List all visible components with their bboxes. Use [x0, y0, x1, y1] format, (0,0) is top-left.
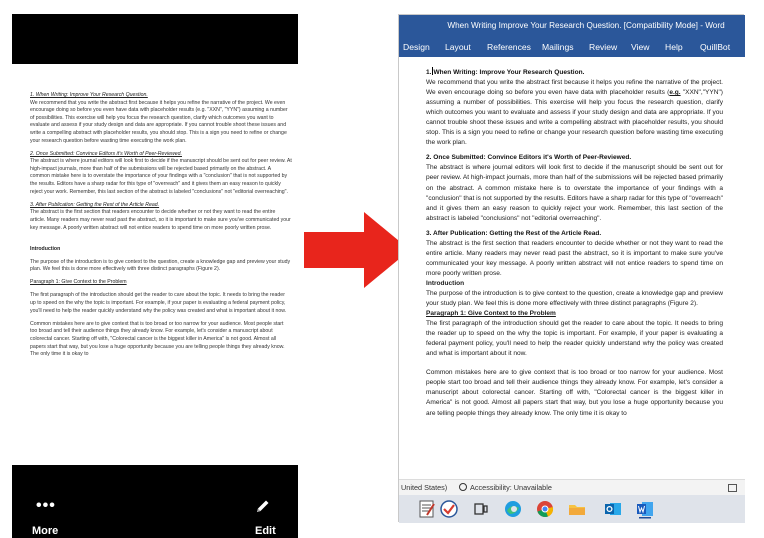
section-2-body: The abstract is where journal editors will look first to decide if the manuscript should be sent out for peer review. At high-impact journals, more than half of the submissions will be rejected based primarily on the abstract. A common mistake here is to overstate the importance of your findings with a "conclusion" that is not supported by the results. Editors have a sharp radar for this type of "overreach" and it gives them an easy reason to quickly reject your work. Remember, this last section of the abstract is labeled "conclusions" not "editorial overreaching".	[426, 164, 723, 222]
phone-section-3-body: The abstract is the first section that readers encounter to decide whether or not they want to read the entire article. Many readers may never read past the abstract, so it is important to make sure you've communicated your key message. A poorly written abstract will not entice readers to spend time on more poorly written prose.	[30, 209, 291, 231]
word-title-bar	[399, 15, 745, 37]
tab-help[interactable]: Help	[665, 42, 683, 52]
phone-status-area	[12, 14, 298, 64]
checklist-icon[interactable]	[439, 499, 459, 519]
right-arrow-icon	[302, 210, 412, 290]
intro-body: The purpose of the introduction is to give context to the question, create a knowledge gap and preview your study plan. We feel this is done more effectively with three distinct paragraphs (Figure 2).	[426, 289, 723, 308]
notepad-icon[interactable]	[417, 499, 437, 519]
word-window	[398, 14, 744, 522]
window-title: When Writing Improve Your Research Question. [Compatibility Mode] - Word	[447, 21, 725, 30]
section-3-heading: 3. After Publication: Getting the Rest of the Article Read.	[426, 229, 602, 237]
phone-section-2-body: The abstract is where journal editors will look first to decide if the manuscript should be sent out for peer review. At high-impact journals, more than half of the submissions will be rejected based primarily on the abstract. A common mistake here is to overstate the importance of your findings with a "conclusion" that is not supported by the results. Editors have a sharp radar for this type of "overreach" and it gives them an easy reason to quickly reject your work. Remember, this last section of the abstract is labeled "conclusions" not "editorial overreaching".	[30, 158, 292, 195]
phone-section-1-body: We recommend that you write the abstract first because it helps you refine the narrative of the project. We even encourage doing so before you even have data with placeholder results (e.g. "XXN", "YYN") assuming a number of possibilities. This exercise will help you focus the research question, clarify which outcomes you want to evaluate and assess if your study design and data are appropriate. If you cannot trouble shoot these issues and write a compelling abstract with placeholder results, you should stop. This is a sign you need to refine or change your research question before wasting time executing the work plan.	[30, 99, 288, 144]
edge-icon[interactable]	[503, 499, 523, 519]
phone-action-bar	[12, 465, 298, 538]
status-accessibility[interactable]: Accessibility: Unavailable	[459, 480, 552, 496]
tab-mailings[interactable]: Mailings	[542, 42, 574, 52]
read-mode-icon[interactable]	[728, 484, 737, 492]
tab-design[interactable]: Design	[403, 42, 430, 52]
file-explorer-icon[interactable]	[567, 499, 587, 519]
phone-section-2-heading: 2. Once Submitted: Convince Editors it's Worth of Peer-Reviewed.	[30, 150, 182, 157]
word-icon[interactable]	[635, 499, 655, 519]
more-button[interactable]: More	[32, 525, 59, 537]
phone-document-preview	[30, 92, 292, 452]
ribbon-tabs	[399, 37, 745, 57]
para1-heading: Paragraph 1: Give Context to the Problem	[426, 310, 556, 318]
phone-intro-heading: Introduction	[30, 245, 61, 252]
task-view-icon[interactable]	[471, 499, 491, 519]
mistakes-body: Common mistakes here are to give context that is too broad or too narrow for your audience. Most people start too broad and tell their audience things they already know. For example, let's consider a manuscript about colorectal cancer. Starting off with, "Colorectal cancer is the biggest killer in America" is not good. Almost all papers start that way, but you lose a huge opportunity because you are telling people things they already know. The only time it is okay to	[426, 369, 723, 417]
windows-taskbar	[399, 495, 745, 523]
tab-review[interactable]: Review	[589, 42, 618, 52]
phone-mistakes-body: Common mistakes here are to give context that is too broad or too narrow for your audience. Most people start too broad and tell their audience things they already know. For example, let's consider a manuscript about colorectal cancer. Starting off with, "Colorectal cancer is the biggest killer in America" is not good. Almost all papers start that way, but you lose a huge opportunity because you are telling people things they already know. The only time it is okay to	[30, 320, 285, 358]
phone-intro-body: The purpose of the introduction is to give context to the question, create a knowledge gap and preview your study plan. We feel this is done more effectively with three distinct paragraphs (Figure 2).	[30, 258, 291, 273]
tab-view[interactable]: View	[631, 42, 650, 52]
tab-quillbot[interactable]: QuillBot	[700, 42, 731, 52]
para1-body: The first paragraph of the introduction should get the reader to care about the topic. It needs to bring the reader up to speed on the why the topic is important. For example, if your paper is evaluating a federal payment policy, you'll need to help the reader quickly understand why the policy was created and what is important about it now.	[426, 320, 723, 358]
chrome-icon[interactable]	[535, 499, 555, 519]
intro-heading: Introduction	[426, 279, 465, 287]
phone-para1-body: The first paragraph of the introduction should get the reader to care about the topic. It needs to bring the reader up to speed on the why the topic is important. For example, if your paper is evaluating a federal payment policy, you'll need to help the reader quickly understand why the policy was created and what is important about it now.	[30, 292, 287, 314]
section-1-body-b: "XXN","YYN") assuming a number of possibilities. This exercise will help you focus the research question, clarify which outcomes you want to evaluate and assess if your study design and data are appropriate. If you cannot trouble shoot these issues and write a compelling abstract with placeholder results, you should stop. This is a sign you need to refine or change your research question before wasting time executing the work plan.	[426, 89, 723, 147]
section-1-heading: 1. When Writing: Improve Your Research Question.	[426, 69, 585, 76]
edit-button[interactable]: Edit	[255, 525, 276, 537]
document-body[interactable]	[426, 67, 723, 475]
section-1-eg: e.g.	[669, 89, 681, 97]
phone-section-1-heading: 1. When Writing: Improve Your Research Question.	[30, 92, 148, 98]
tab-layout[interactable]: Layout	[445, 42, 471, 52]
status-bar	[399, 479, 745, 495]
accessibility-icon	[459, 483, 467, 491]
section-3-body: The abstract is the first section that readers encounter to decide whether or not they want to read the entire article. Many readers may never read past the abstract, so it is important to make sure you've communicated your key message. A poorly written abstract will not entice readers to spend time on more poorly written prose.	[426, 239, 723, 277]
section-1-body-a: We recommend that you write the abstract first because it helps you refine the narrative of the project. We even encourage doing so before you even have data with placeholder results (	[426, 79, 723, 97]
outlook-icon[interactable]	[603, 499, 623, 519]
more-icon[interactable]: •••	[36, 497, 56, 514]
section-2-heading: 2. Once Submitted: Convince Editors it's Worth of Peer-Reviewed.	[426, 154, 632, 162]
pencil-icon[interactable]	[255, 498, 271, 514]
phone-section-3-heading: 3. After Publication: Getting the Rest of the Article Read.	[30, 201, 160, 208]
tab-references[interactable]: References	[487, 42, 531, 52]
phone-para1-heading: Paragraph 1: Give Context to the Problem	[30, 279, 127, 286]
status-language[interactable]: United States)	[401, 483, 448, 492]
